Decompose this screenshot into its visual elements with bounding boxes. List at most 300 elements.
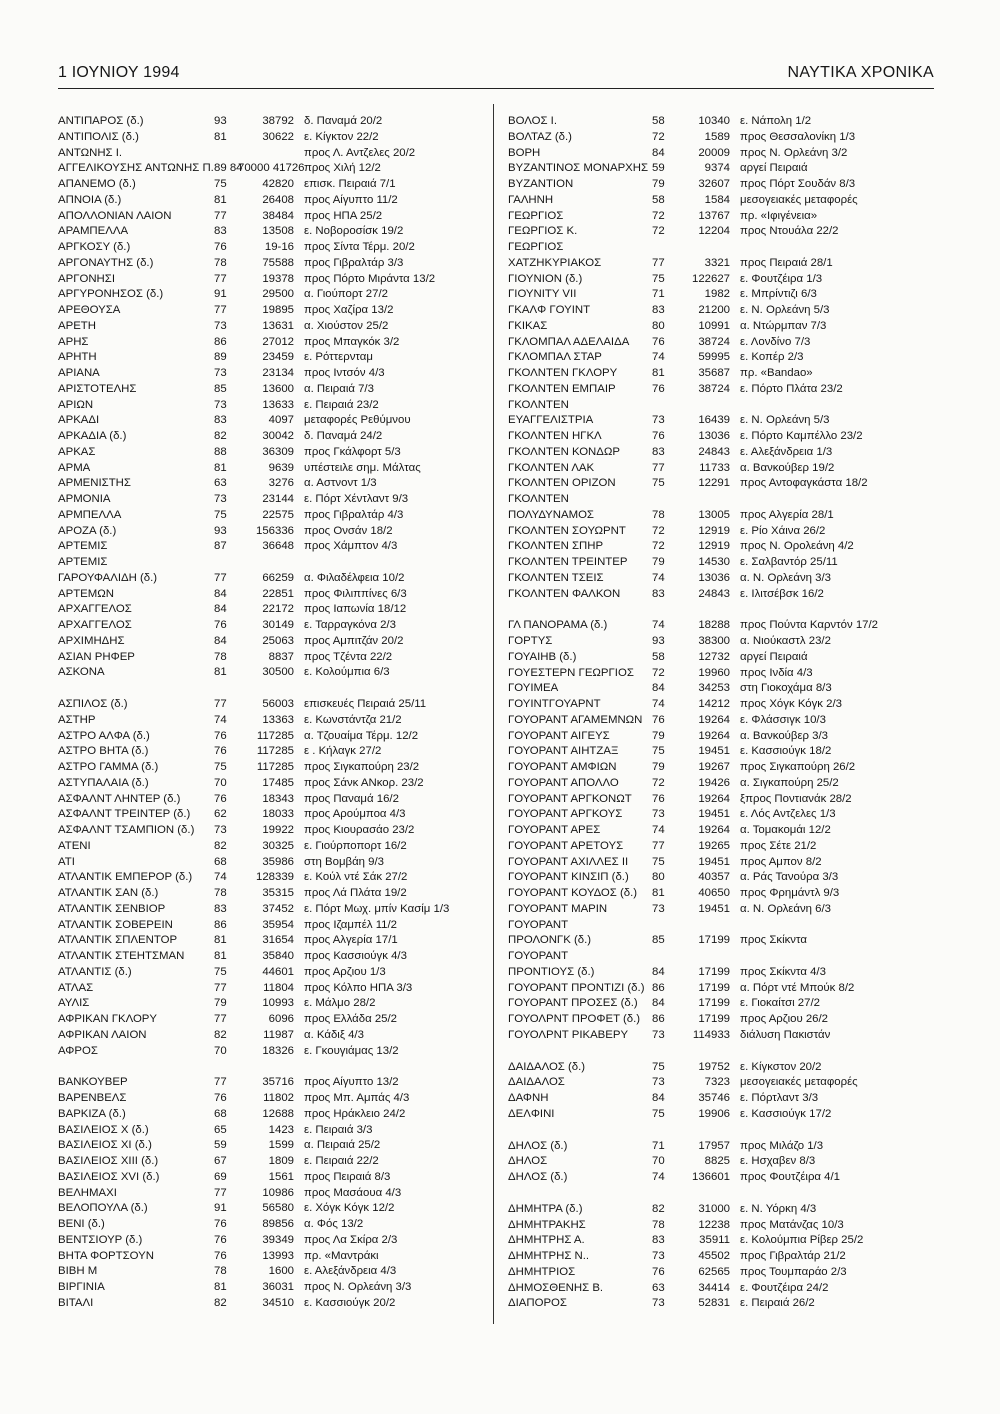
ship-name: ΓΟΥΟΡΑΝΤ [508, 918, 569, 931]
ship-entry [58, 1107, 488, 1123]
position-destination: α. Φός 13/2 [304, 1218, 364, 1230]
position-destination: μεσογειακές μεταφορές [740, 193, 858, 206]
tonnage: 18326 [262, 1044, 294, 1057]
build-year: 73 [214, 398, 227, 411]
ship-name: ΑΓΓΕΛΙΚΟΥΣΗΣ ΑΝΤΩΝΗΣ Π. [58, 162, 214, 175]
tonnage: 13508 [262, 225, 294, 238]
build-year: 58 [652, 115, 665, 127]
tonnage: 20009 [698, 146, 730, 159]
position-destination: προς Χόγκ Κόγκ 2/3 [740, 698, 842, 710]
position-destination: προς Αμπον 8/2 [740, 855, 822, 868]
ship-entry [58, 713, 488, 729]
ship-entry [58, 776, 488, 792]
build-year: 76 [214, 619, 227, 631]
position-destination: α. Ν. Ορλεάνη 6/3 [740, 902, 831, 915]
ship-name: ΓΟΥΟΡΑΝΤ ΚΟΥΔΟΣ (δ.) [508, 887, 638, 899]
ship-name: ΓΚΟΛΝΤΕΝ [508, 398, 569, 411]
build-year: 72 [652, 540, 665, 553]
build-year: 83 [652, 587, 665, 600]
ship-entry [58, 114, 488, 130]
build-year: 83 [652, 1234, 665, 1247]
position-destination: ε. Ταρραγκόνα 2/3 [304, 619, 396, 631]
tonnage: 8825 [704, 1155, 730, 1168]
ship-entry [508, 193, 928, 209]
ship-entry [508, 744, 928, 760]
build-year: 77 [214, 1076, 227, 1089]
tonnage: 18343 [262, 792, 294, 805]
build-year: 75 [652, 1107, 665, 1120]
build-year: 71 [652, 1139, 665, 1152]
ship-entry [508, 666, 928, 682]
ship-name: ΑΡΓΟΝΑΥΤΗΣ (δ.) [58, 256, 154, 269]
tonnage: 25063 [262, 634, 294, 647]
build-year: 76 [214, 1233, 227, 1246]
ship-entry [58, 902, 488, 918]
position-destination: προς Χάμπτον 4/3 [304, 540, 398, 553]
build-year: 77 [214, 209, 227, 222]
ship-name: ΒΟΛΟΣ Ι. [508, 115, 558, 127]
position-destination: ε. Πειραιά 26/2 [740, 1297, 815, 1310]
ship-entry [508, 350, 928, 366]
tonnage: 19451 [698, 745, 730, 758]
tonnage: 35954 [262, 918, 294, 931]
position-destination: ε. Κασσιούγκ 18/2 [740, 745, 832, 758]
tonnage: 3321 [704, 256, 730, 269]
build-year: 91 [214, 288, 227, 301]
build-year: 68 [214, 1107, 227, 1120]
ship-name: ΑΣΤΗΡ [58, 713, 96, 726]
position-destination: προς Σιγκαπούρη 23/2 [304, 761, 420, 773]
position-destination: ε. Ρίο Χάινα 26/2 [740, 524, 826, 537]
build-year: 76 [214, 745, 227, 758]
position-destination: ε. Πειραιά 23/2 [304, 398, 379, 411]
position-destination: προς Πούντα Καρντόν 17/2 [740, 619, 878, 632]
ship-name: ΒΟΛΤΑΖ (δ.) [508, 130, 572, 143]
ship-entry [508, 918, 928, 934]
build-year: 76 [214, 241, 227, 253]
ship-entry [58, 224, 488, 240]
ship-entry [508, 429, 928, 445]
tonnage: 62565 [698, 1265, 730, 1278]
ship-entry [58, 1264, 488, 1280]
ship-entry [58, 665, 488, 681]
ship-entry [508, 792, 928, 808]
tonnage: 19960 [698, 666, 730, 679]
position-destination: ε. Κολούμπια Ρίβερ 25/2 [740, 1234, 864, 1247]
tonnage: 24843 [698, 445, 730, 458]
ship-entry [508, 697, 928, 713]
ship-entry [58, 476, 488, 492]
ship-entry [58, 319, 488, 335]
header-rule [58, 88, 934, 89]
build-year: 72 [652, 130, 665, 143]
build-year: 84 [214, 634, 227, 647]
ship-name: ΓΚΑΛΦ ΓΟΥΙΝΤ [508, 304, 591, 316]
ship-entry [58, 839, 488, 855]
position-destination: αργεί Πειραιά [740, 162, 808, 175]
build-year: 83 [214, 225, 227, 238]
position-destination: ε. Κίγκστον 20/2 [740, 1060, 822, 1073]
build-year: 58 [652, 193, 665, 206]
build-year: 89 [214, 351, 227, 364]
position-destination: προς Αλγερία 17/1 [304, 934, 398, 947]
tonnage: 17199 [698, 965, 730, 978]
section-gap [58, 681, 488, 697]
ship-entry [508, 618, 928, 634]
position-destination: ε. Μπρίντιζι 6/3 [740, 288, 817, 301]
tonnage: 89856 [262, 1218, 294, 1230]
tonnage: 22172 [262, 603, 294, 616]
position-destination: ε. Γιοκαίτσι 27/2 [740, 997, 820, 1010]
ship-entry [58, 1028, 488, 1044]
position-destination: προς Αντοφαγκάστα 18/2 [740, 477, 868, 490]
ship-name: ΑΡΗΣ [58, 335, 89, 348]
tonnage: 17199 [698, 1013, 730, 1025]
tonnage: 30622 [262, 130, 294, 143]
ship-name: ΔΕΛΦΙΝΙ [508, 1107, 555, 1120]
tonnage: 36309 [262, 445, 294, 458]
build-year: 75 [652, 745, 665, 758]
position-destination: προς Ελλάδα 25/2 [304, 1013, 397, 1025]
ship-entry [58, 130, 488, 146]
tonnage: 17199 [698, 934, 730, 947]
ship-name: ΓΟΥΕΣΤΕΡΝ ΓΕΩΡΓΙΟΣ [508, 666, 634, 679]
ship-name: ΒΥΖΑΝΤΙΟΝ [508, 178, 574, 190]
build-year: 84 [652, 1092, 665, 1104]
tonnage: 11802 [263, 1092, 294, 1104]
build-year: 84 [652, 997, 665, 1010]
ship-entry [58, 729, 488, 745]
build-year: 73 [652, 1250, 665, 1262]
ship-name: ΓΚΟΛΝΤΕΝ ΕΜΠΑΙΡ [508, 382, 616, 395]
ship-entry [508, 855, 928, 871]
position-destination: ε. Γκουγιάμας 13/2 [304, 1044, 399, 1057]
position-destination: δ. Παναμά 24/2 [304, 430, 383, 442]
position-destination: προς Πειραιά 8/3 [304, 1170, 391, 1183]
build-year: 85 [214, 382, 227, 395]
ship-entry [58, 981, 488, 997]
ship-entry [508, 413, 928, 429]
ship-name: ΑΣΤΥΠΑΛΑΙΑ (δ.) [58, 776, 149, 789]
ship-entry [58, 272, 488, 288]
build-year: 78 [652, 508, 665, 521]
ship-name: ΒΕΛΗΜΑΧΙ [58, 1186, 117, 1199]
position-destination: προς Χιλή 12/2 [304, 162, 381, 175]
position-destination: α. Νιούκαστλ 23/2 [740, 635, 831, 647]
ship-name: ΑΡΧΑΓΓΕΛΟΣ [58, 619, 132, 631]
ship-name: ΓΑΛΗΝΗ [508, 193, 554, 206]
ship-name: ΓΟΥΟΡΑΝΤ ΑΡΓΚΟΥΣ [508, 808, 623, 821]
tonnage: 114933 [692, 1028, 730, 1041]
tonnage: 21200 [698, 304, 730, 316]
position-destination: στη Γιοκοχάμα 8/3 [740, 682, 832, 695]
tonnage: 35687 [698, 367, 730, 379]
build-year: 74 [652, 1171, 665, 1183]
build-year: 62 [214, 808, 227, 821]
position-destination: ε. Γιούρποπορτ 16/2 [304, 839, 407, 852]
position-destination: ε. Πόρτλαντ 3/3 [740, 1092, 819, 1104]
ship-entry [58, 760, 488, 776]
position-destination: ε. Πόρτ Μωχ. μπίν Κασίμ 1/3 [304, 902, 450, 915]
ship-entry [508, 1265, 928, 1281]
ship-name: ΔΗΜΗΤΡΗΣ Α. [508, 1234, 585, 1247]
tonnage: 36648 [262, 540, 294, 553]
ship-name: ΓΟΥΟΛΡΝΤ ΡΙΚΑΒΕΡΥ [508, 1028, 629, 1041]
build-year: 78 [214, 650, 227, 663]
ship-name: ΔΑΙΔΑΛΟΣ (δ.) [508, 1060, 586, 1073]
position-destination: ε. Ησχαβεν 8/3 [740, 1155, 816, 1168]
ship-entry [508, 1281, 928, 1297]
position-destination: προς Αλγερία 28/1 [740, 508, 834, 521]
ship-name: ΧΑΤΖΗΚΥΡΙΑΚΟΣ [508, 256, 602, 269]
build-year: 81 [214, 666, 227, 679]
ship-entry [508, 1012, 928, 1028]
ship-name: ΓΟΥΟΡΑΝΤ ΠΡΟΝΤΙΖΙ (δ.) [508, 981, 645, 994]
ship-name: ΒΟΡΗ [508, 146, 541, 159]
ship-entry [58, 602, 488, 618]
build-year: 72 [652, 776, 665, 789]
build-year: 72 [652, 524, 665, 537]
ship-name: ΒΑΣΙΛΕΙΟΣ ΧVΙ (δ.) [58, 1170, 160, 1183]
ship-entry [508, 114, 928, 130]
position-destination: α. Χιούστον 25/2 [304, 319, 389, 332]
position-destination: προς Σίντα Τέρμ. 20/2 [304, 241, 415, 253]
position-destination: ε. Μάλμο 28/2 [304, 997, 376, 1010]
build-year: 93 [214, 524, 227, 537]
position-destination: προς Πόρτο Μιράντα 13/2 [304, 272, 436, 285]
build-year: 81 [652, 367, 665, 379]
ship-name: ΑΣΦΑΛΝΤ ΛΗΝΤΕΡ (δ.) [58, 792, 181, 805]
build-year: 81 [214, 461, 227, 474]
tonnage: 12238 [698, 1218, 730, 1231]
ship-name: ΑΤΛΑΣ [58, 981, 94, 994]
ship-entry [58, 555, 488, 571]
ship-entry [508, 398, 928, 414]
tonnage: 13036 [698, 571, 730, 584]
position-destination: ε. Κολούμπια 6/3 [304, 666, 390, 679]
ship-name: ΔΗΜΗΤΡΑ (δ.) [508, 1202, 583, 1215]
ship-name: ΑΡΜΕΝΙΣΤΗΣ [58, 477, 131, 490]
ship-entry [58, 807, 488, 823]
tonnage: 40357 [698, 871, 730, 884]
build-year: 63 [652, 1281, 665, 1294]
tonnage: 6096 [268, 1013, 294, 1025]
position-destination: προς Σκίκντα [740, 934, 807, 947]
ship-name: ΑΡΙΑΝΑ [58, 367, 100, 379]
ship-entry [58, 366, 488, 382]
build-year: 68 [214, 855, 227, 868]
ship-name: ΑΣΚΟΝΑ [58, 666, 105, 679]
build-year: 75 [214, 178, 227, 190]
build-year: 76 [214, 1249, 227, 1262]
ship-name: ΓΚΟΛΝΤΕΝ ΣΟΥΩΡΝΤ [508, 524, 626, 537]
position-destination: προς Πειραιά 28/1 [740, 256, 833, 269]
position-destination: α. Πειραιά 25/2 [304, 1139, 381, 1152]
ship-name: ΓΕΩΡΓΙΟΣ [508, 241, 564, 253]
ship-name: ΒΙΒΗ Μ [58, 1265, 98, 1278]
position-destination: προς Αρζιου 26/2 [740, 1013, 829, 1025]
ship-entry [58, 1154, 488, 1170]
ship-entry [58, 303, 488, 319]
ship-entry [508, 902, 928, 918]
build-year: 77 [214, 1013, 227, 1025]
right-column [508, 114, 928, 1312]
tonnage: 38724 [698, 382, 730, 395]
ship-entry [58, 1201, 488, 1217]
build-year: 76 [214, 729, 227, 742]
build-year: 89 84 [214, 162, 243, 175]
section-gap [508, 1044, 928, 1060]
ship-name: ΑΦΡΙΚΑΝ ΛΑΙΟΝ [58, 1028, 147, 1041]
ship-name: ΑΤΛΑΝΤΙΚ ΣΠΛΕΝΤΟΡ [58, 934, 178, 947]
build-year: 72 [652, 666, 665, 679]
build-year: 74 [652, 698, 665, 710]
ship-entry [508, 1107, 928, 1123]
tonnage: 1561 [268, 1170, 294, 1183]
ship-name: ΑΡΚΑΣ [58, 445, 96, 458]
build-year: 77 [214, 1186, 227, 1199]
build-year: 82 [214, 430, 227, 442]
position-destination: ε. Φουτζέιρα 24/2 [740, 1281, 829, 1294]
position-destination: επισκευές Πειραιά 25/11 [304, 698, 427, 710]
ship-entry [508, 555, 928, 571]
ship-name: ΔΗΜΟΣΘΕΝΗΣ Β. [508, 1281, 604, 1294]
ship-name: ΑΡΙΩΝ [58, 398, 94, 411]
build-year: 74 [652, 619, 665, 632]
build-year: 76 [652, 382, 665, 395]
position-destination: α. Ντώρμπαν 7/3 [740, 319, 827, 332]
tonnage: 56003 [262, 698, 294, 710]
tonnage: 13993 [262, 1249, 294, 1262]
position-destination: προς Πόρτ Σουδάν 8/3 [740, 178, 856, 190]
position-destination: πρ. «Ιφιγένεια» [740, 209, 818, 222]
tonnage: 66259 [262, 571, 294, 584]
ship-entry [58, 855, 488, 871]
tonnage: 29500 [262, 288, 294, 301]
position-destination: α. Βανκούβερ 19/2 [740, 461, 835, 474]
position-destination: προς Τζέντα 22/2 [304, 650, 393, 663]
ship-entry [508, 256, 928, 272]
position-destination: ε. Πόρτο Καμπέλλο 23/2 [740, 430, 863, 442]
ship-entry [58, 492, 488, 508]
ship-entry [58, 618, 488, 634]
build-year: 77 [214, 304, 227, 316]
build-year: 81 [214, 193, 227, 206]
build-year: 76 [652, 335, 665, 348]
build-year: 79 [652, 729, 665, 742]
build-year: 69 [214, 1170, 227, 1183]
position-destination: στη Βομβάη 9/3 [304, 855, 384, 868]
ship-name: ΓΕΩΡΓΙΟΣ Κ. [508, 225, 578, 238]
ship-name: ΓΚΙΚΑΣ [508, 319, 548, 332]
build-year: 73 [214, 367, 227, 379]
position-destination: ε. Σαλβαντόρ 25/11 [740, 556, 838, 568]
tonnage: 13767 [698, 209, 730, 222]
ship-name: ΓΟΥΟΡΑΝΤ ΚΙΝΣΙΠ (δ.) [508, 871, 629, 884]
build-year: 75 [214, 761, 227, 773]
tonnage: 10991 [698, 319, 730, 332]
ship-name: ΓΟΥΟΛΡΝΤ ΠΡΟΦΕΤ (δ.) [508, 1013, 641, 1025]
build-year: 80 [652, 871, 665, 884]
tonnage: 19264 [698, 792, 730, 805]
ship-entry [508, 209, 928, 225]
tonnage: 39349 [262, 1233, 294, 1246]
position-destination: α. Ράς Τανούρα 3/3 [740, 871, 839, 884]
ship-entry [58, 287, 488, 303]
build-year: 81 [214, 934, 227, 947]
tonnage: 35315 [262, 887, 294, 899]
build-year: 70 [652, 1155, 665, 1168]
position-destination: ε. Πόρτ Χέντλαντ 9/3 [304, 493, 409, 505]
ship-entry [508, 996, 928, 1012]
issue-date: 1 ΙΟΥΝΙΟΥ 1994 [58, 64, 180, 81]
build-year: 73 [214, 824, 227, 836]
tonnage: 42820 [262, 178, 294, 190]
build-year: 76 [652, 713, 665, 726]
position-destination: προς Λ. Αντζελες 20/2 [304, 146, 416, 159]
ship-name: ΒΑΣΙΛΕΙΟΣ ΧΙΙΙ (δ.) [58, 1155, 159, 1167]
build-year: 59 [652, 162, 665, 175]
tonnage: 11804 [263, 981, 294, 994]
tonnage: 1599 [268, 1139, 294, 1152]
ship-name: ΓΚΟΛΝΤΕΝ ΗΓΚΛ [508, 430, 602, 442]
ship-name: ΑΣΤΡΟ ΒΗΤΑ (δ.) [58, 745, 149, 758]
ship-entry [508, 492, 928, 508]
tonnage: 136601 [691, 1171, 730, 1183]
position-destination: προς Αρζιου 1/3 [304, 965, 386, 978]
ship-name: ΔΗΛΟΣ (δ.) [508, 1171, 568, 1183]
position-destination: α. Βανκούβερ 3/3 [740, 729, 829, 742]
position-destination: προς Ηράκλειο 24/2 [304, 1107, 406, 1120]
column-divider [493, 104, 494, 1324]
publication-title: ΝΑΥΤΙΚΑ ΧΡΟΝΙΚΑ [787, 64, 934, 81]
ship-name: ΒΕΝΙ (δ.) [58, 1218, 105, 1230]
build-year: 85 [652, 934, 665, 947]
ship-name: ΑΤΛΑΝΤΙΚ ΣΤΕΗΤΣΜΑΝ [58, 950, 185, 962]
ship-entry [58, 933, 488, 949]
build-year: 81 [214, 1281, 227, 1293]
ship-name: ΑΝΤΙΠΑΡΟΣ (δ.) [58, 115, 144, 127]
build-year: 84 [652, 965, 665, 978]
ship-name: ΑΤΛΑΝΤΙΚ ΕΜΠΕΡΟΡ (δ.) [58, 871, 193, 884]
build-year: 77 [652, 256, 665, 269]
tonnage: 14530 [698, 556, 730, 568]
ship-name: ΓΚΟΛΝΤΕΝ ΤΣΕΙΣ [508, 571, 604, 584]
build-year: 86 [214, 918, 227, 931]
position-destination: προς Μιλάζο 1/3 [740, 1139, 824, 1152]
build-year: 86 [214, 335, 227, 348]
ship-entry [58, 508, 488, 524]
build-year: 79 [652, 556, 665, 568]
ship-name: ΓΟΥΟΡΑΝΤ ΠΡΟΣΕΣ (δ.) [508, 997, 638, 1010]
build-year: 75 [652, 855, 665, 868]
tonnage: 23459 [262, 351, 294, 364]
ship-name: ΔΗΜΗΤΡΑΚΗΣ [508, 1218, 586, 1231]
build-year: 73 [214, 319, 227, 332]
tonnage: 1589 [704, 130, 730, 143]
section-gap [508, 1186, 928, 1202]
position-destination: ε. Αλεξάνδρεια 4/3 [304, 1265, 397, 1278]
position-destination: προς Μασάουα 4/3 [304, 1186, 402, 1199]
position-destination: προς Αρούμποα 4/3 [304, 808, 406, 821]
build-year: 84 [652, 146, 665, 159]
position-destination: α. Πόρτ ντέ Μπούκ 8/2 [740, 981, 855, 994]
ship-entry [508, 130, 928, 146]
position-destination: προς Γιβραλτάρ 21/2 [740, 1250, 846, 1262]
ship-entry [58, 429, 488, 445]
ship-name: ΓΟΥΙΝΤΓΟΥΑΡΝΤ [508, 698, 601, 710]
ship-entry [508, 524, 928, 540]
